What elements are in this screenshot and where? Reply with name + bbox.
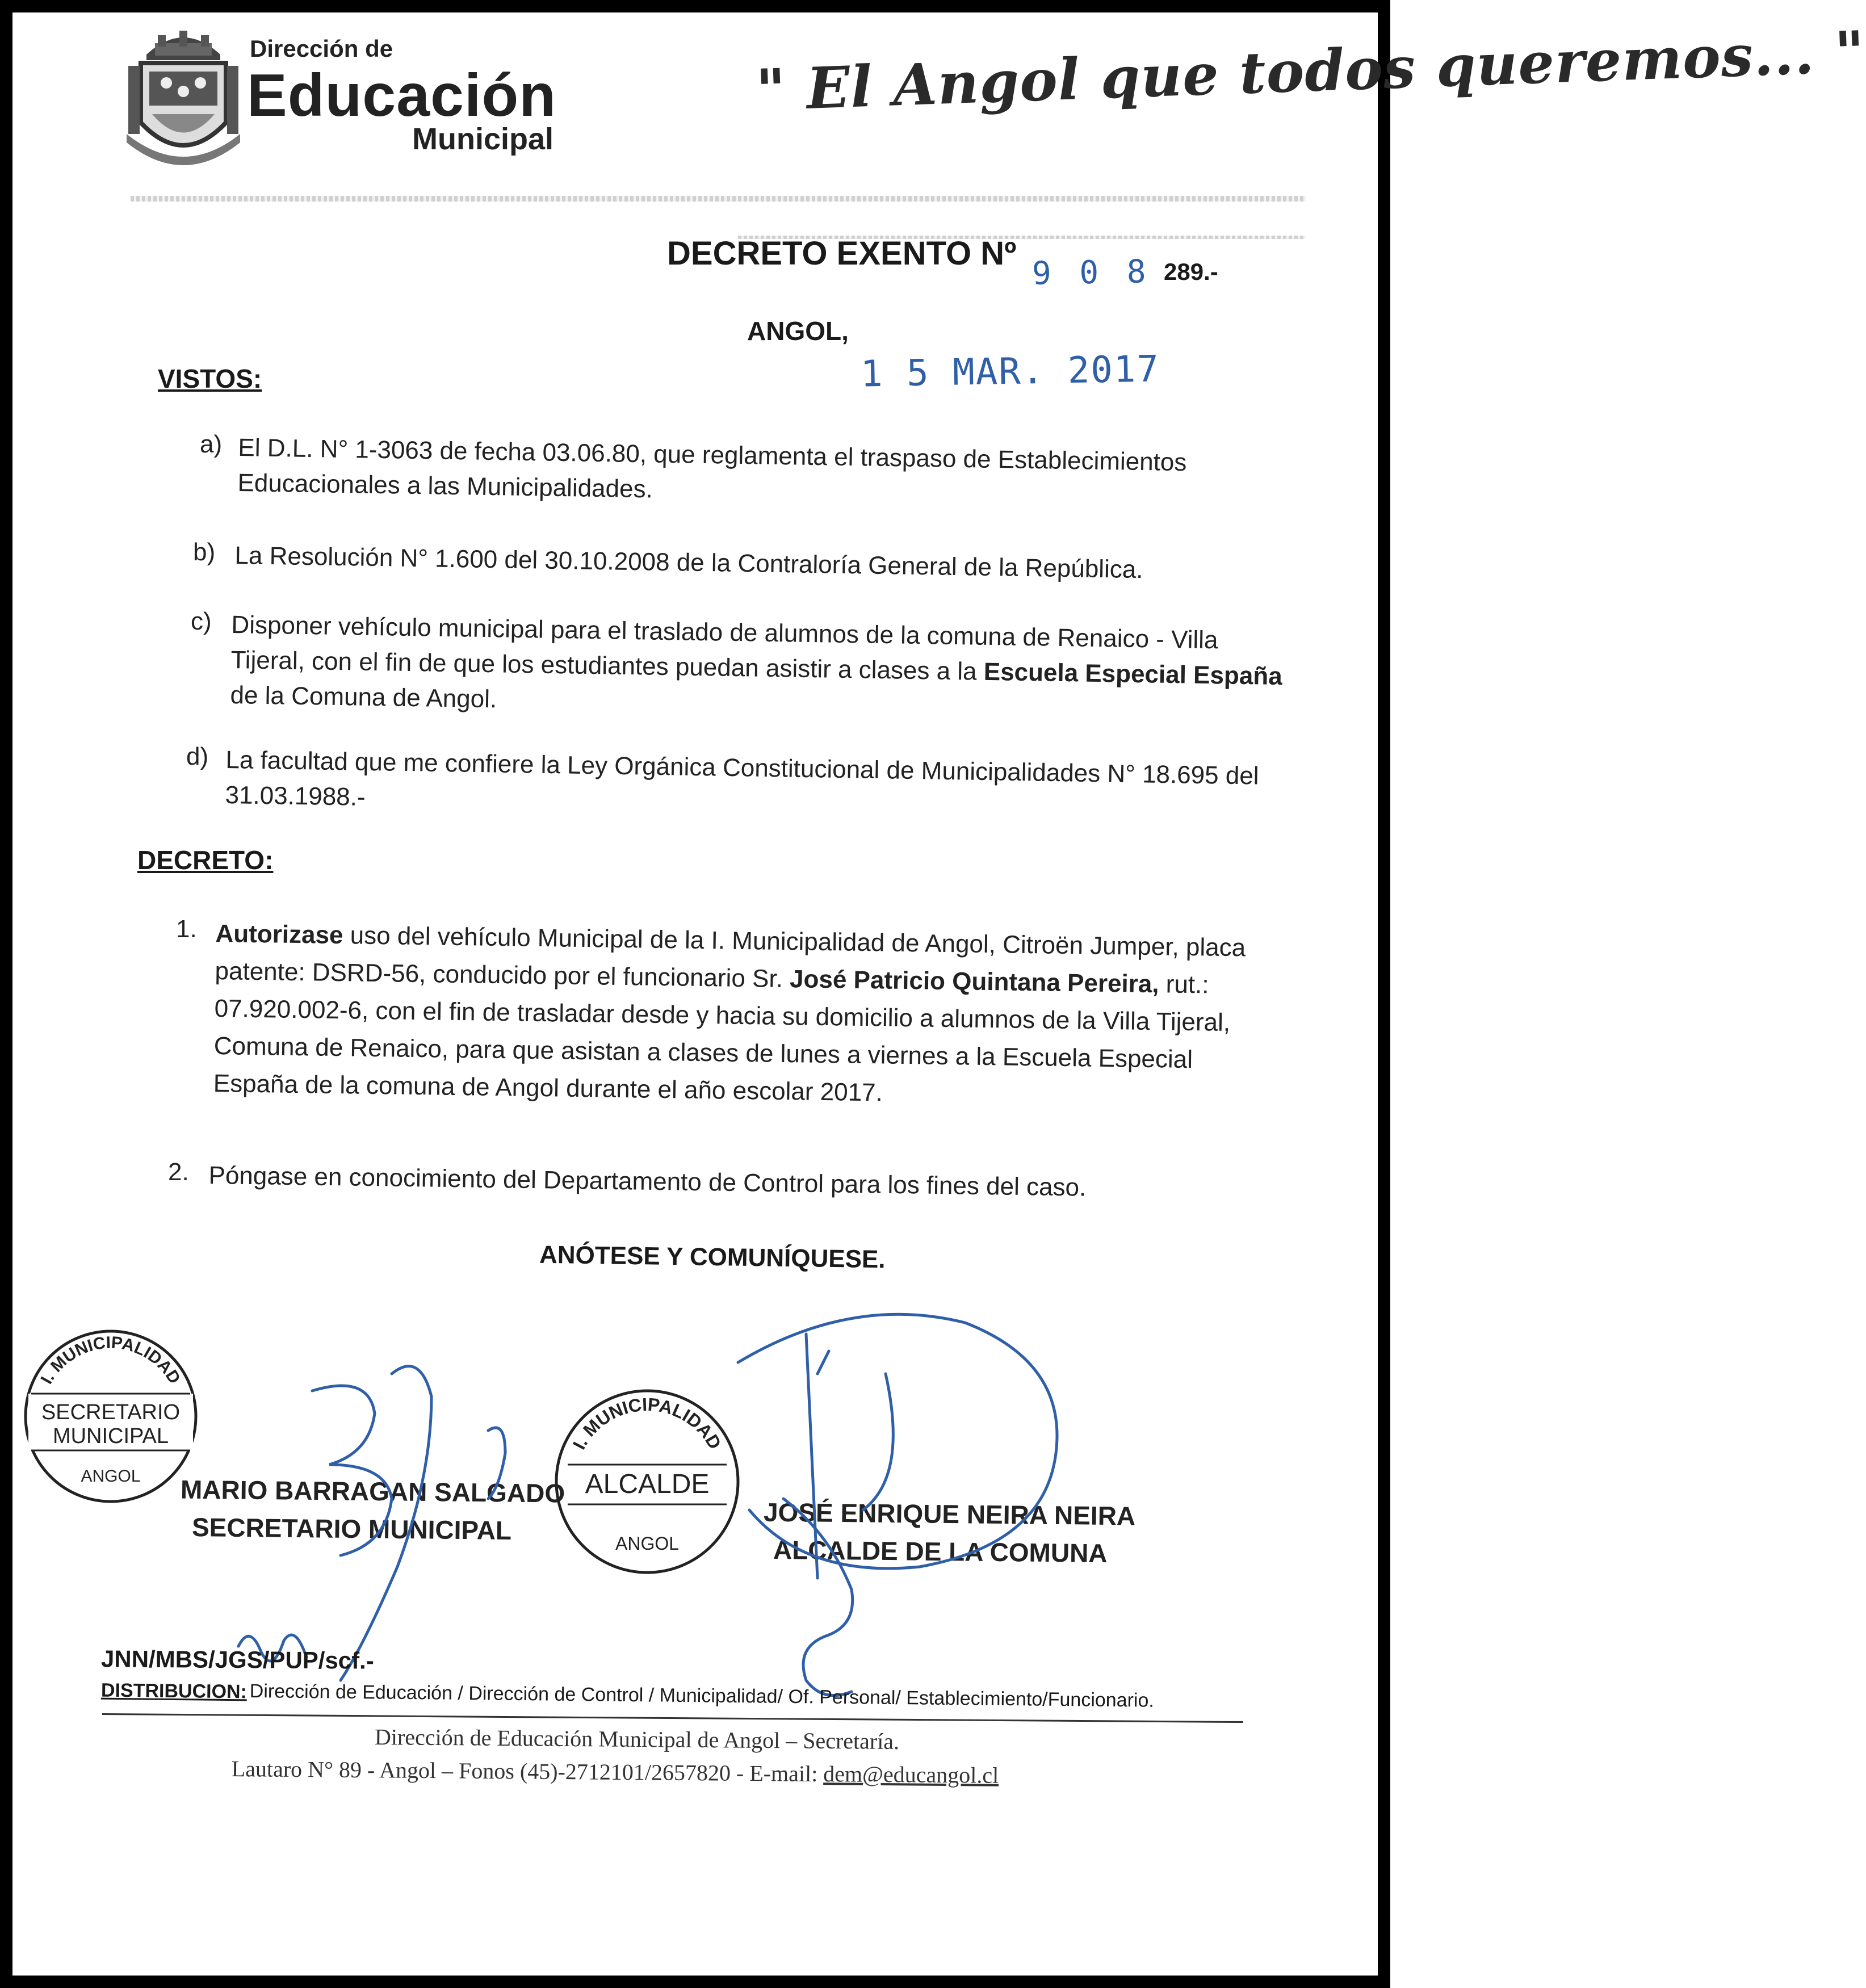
email-link[interactable]: dem@educangol.cl [823,1761,999,1788]
distribution-label: DISTRIBUCION: [100,1679,248,1703]
vistos-marker-c: c) [191,607,212,635]
header-line-2: Educación [247,62,557,129]
secretario-seal [17,1323,204,1510]
address-line-1: Dirección de Educación Municipal de Angol – Secretaría. [374,1723,900,1755]
seal2-bottom-text: ANGOL [615,1533,680,1554]
secretario-title: SECRETARIO MUNICIPAL [191,1512,512,1545]
vistos-marker-a: a) [200,430,223,458]
slogan: " El Angol que todos queremos... " [755,18,1866,124]
vistos-marker-b: b) [193,538,216,566]
svg-text:I. MUNICIPALIDAD [569,1394,726,1453]
decreto-item-1 [213,915,1271,1117]
header-separator [131,196,1306,202]
decreto-marker-2: 2. [168,1158,189,1186]
address-text: Lautaro N° 89 - Angol – Fonos (45)-2712101/2657820 - E-mail: [231,1756,824,1787]
seal1-center-2: MUNICIPAL [52,1424,169,1448]
decreto-item-1-text: uso del vehículo Municipal de la I. Municipalidad de Angol, Citroën Jumper, placa patente: DSRD-56, conducido por el funcionario Sr. [215,921,1246,993]
seal1-bottom-text: ANGOL [81,1467,141,1486]
stamped-date: 1 5 MAR. 2017 [860,348,1160,396]
stamped-number: 9 0 8 [1031,253,1151,292]
vistos-heading: VISTOS: [158,364,262,393]
alcalde-title: ALCALDE DE LA COMUNA [773,1534,1108,1568]
alcalde-name: JOSÉ ENRIQUE NEIRA NEIRA [763,1497,1136,1531]
vistos-item-c-text: Disponer vehículo municipal para el traslado de alumnos de la comuna de Renaico - Villa Tijeral, con el fin de que los estudiantes puedan asistir a clases a la [230,610,1218,686]
vistos-item-a: El D.L. N° 1-3063 de fecha 03.06.80, que reglamenta el traspaso de Establecimientos Educacionales a las Municipalidades. [237,433,1187,504]
closing-formula: ANÓTESE Y COMUNÍQUESE. [539,1240,886,1274]
vistos-item-b: La Resolución N° 1.600 del 30.10.2008 de la Contraloría General de la República. [234,541,1143,584]
svg-text:I. MUNICIPALIDAD [37,1333,184,1387]
header-line-3: Municipal [412,122,554,156]
vistos-item-c [230,607,1288,729]
municipal-crest-icon [124,20,243,174]
driver-name: José Patricio Quintana Pereira, [789,965,1159,999]
decreto-marker-1: 1. [176,915,197,943]
seal1-center-1: SECRETARIO [41,1400,181,1424]
vistos-item-d: La facultad que me confiere la Ley Orgánica Constitucional de Municipalidades N° 18.695 del 31.03.1988.- [225,745,1259,811]
authorize-word: Autorizase [215,919,343,950]
decreto-heading: DECRETO: [137,845,274,875]
vistos-item-c-tail: de la Comuna de Angol. [230,681,497,714]
distribution-text: Dirección de Educación / Dirección de Control / Municipalidad/ Of. Personal/ Establecimiento/Funcionario. [249,1680,1155,1712]
decreto-item-2: Póngase en conocimiento del Departamento de Control para los fines del caso. [208,1161,1087,1202]
initials: JNN/MBS/JGS/PUP/scf.- [100,1645,374,1674]
seal2-center-text: ALCALDE [585,1469,710,1499]
seal2-top-text: I. MUNICIPALIDAD [568,1394,726,1453]
school-name: Escuela Especial España [983,657,1283,691]
header-line-1: Dirección de [250,35,393,62]
city-label: ANGOL, [747,316,849,346]
vistos-marker-d: d) [186,743,209,770]
secretario-name: MARIO BARRAGAN SALGADO [180,1474,565,1508]
alcalde-seal [545,1379,749,1584]
decree-number-suffix: 289.- [1164,258,1218,285]
decreto-item-1-tail: rut.: 07.920.002-6, con el fin de trasladar desde y hacia su domicilio a alumnos de la Villa Tijeral, Comuna de Renaico, para que asistan a clases de lunes a viernes a la Escuela Especial España de la comuna de Angol durante el año escolar 2017. [213,970,1231,1107]
seal1-top-text: I. MUNICIPALIDAD [37,1333,184,1387]
decree-title: DECRETO EXENTO Nº [667,235,1017,272]
